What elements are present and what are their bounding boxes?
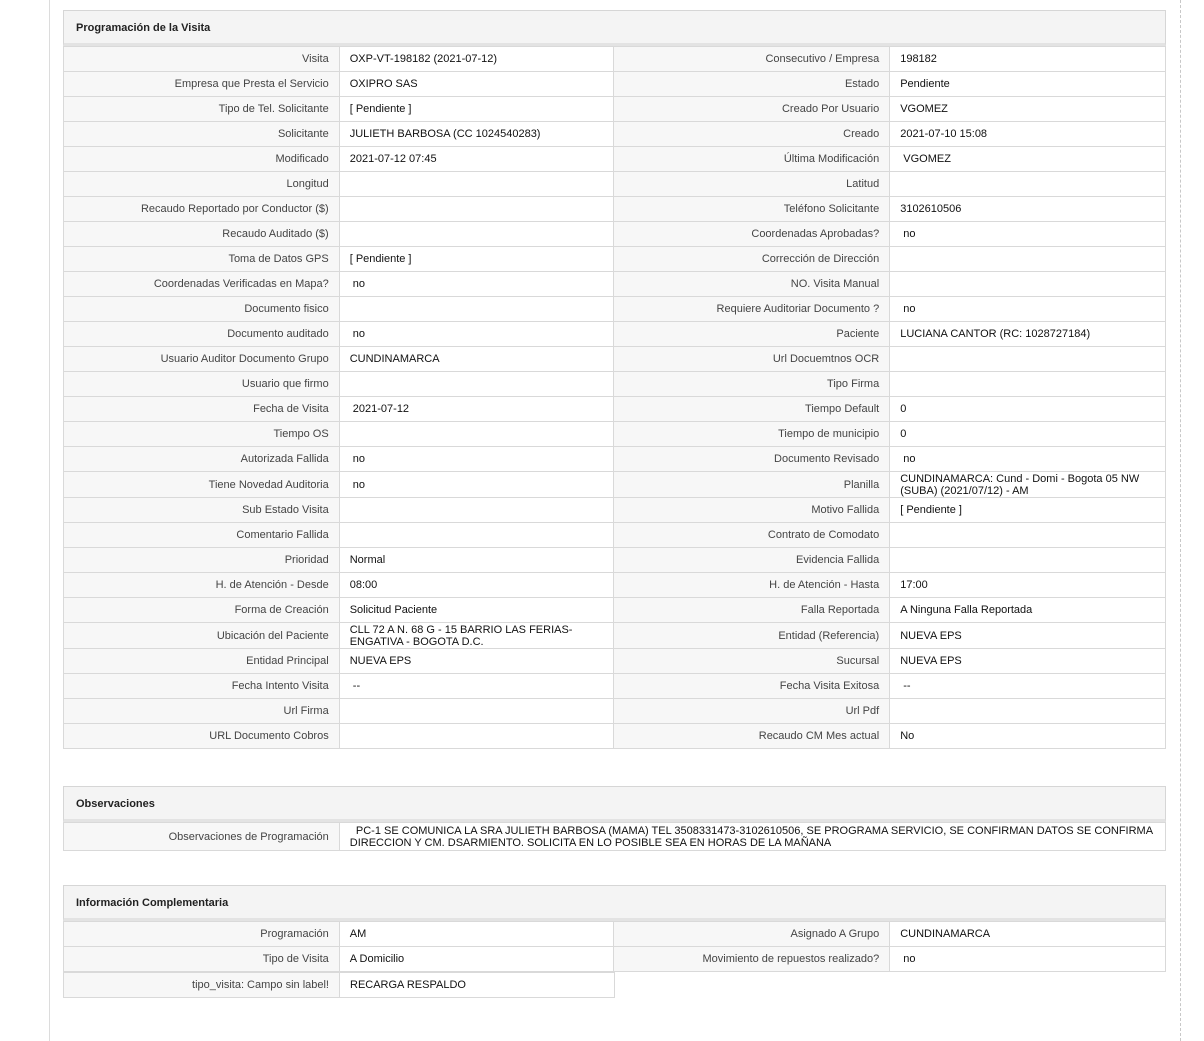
table-row bbox=[64, 598, 1166, 623]
field-label: Estado bbox=[614, 72, 890, 97]
table-row bbox=[64, 72, 1166, 97]
field-value: CUNDINAMARCA bbox=[339, 347, 614, 372]
field-label: Solicitante bbox=[64, 122, 340, 147]
field-value bbox=[339, 422, 614, 447]
field-value bbox=[890, 372, 1166, 397]
field-label: Motivo Fallida bbox=[614, 498, 890, 523]
field-label: Latitud bbox=[614, 172, 890, 197]
field-value bbox=[890, 272, 1166, 297]
table-row bbox=[64, 649, 1166, 674]
field-label: Corrección de Dirección bbox=[614, 247, 890, 272]
field-value: LUCIANA CANTOR (RC: 1028727184) bbox=[890, 322, 1166, 347]
field-value: Solicitud Paciente bbox=[339, 598, 614, 623]
field-value: 198182 bbox=[890, 47, 1166, 72]
content-left-border bbox=[49, 0, 50, 1041]
field-label: Requiere Auditoriar Documento ? bbox=[614, 297, 890, 322]
table-row bbox=[64, 147, 1166, 172]
field-value: OXP-VT-198182 (2021-07-12) bbox=[339, 47, 614, 72]
table-row bbox=[64, 397, 1166, 422]
field-value bbox=[339, 222, 614, 247]
field-label: Tiempo de municipio bbox=[614, 422, 890, 447]
field-value: 0 bbox=[890, 422, 1166, 447]
field-label: Recaudo Auditado ($) bbox=[64, 222, 340, 247]
observaciones-table bbox=[63, 822, 1166, 851]
field-label: Última Modificación bbox=[614, 147, 890, 172]
field-label: Planilla bbox=[614, 472, 890, 498]
field-value: No bbox=[890, 724, 1166, 749]
table-row bbox=[64, 122, 1166, 147]
field-value: no bbox=[339, 472, 614, 498]
table-row bbox=[64, 498, 1166, 523]
field-value bbox=[890, 347, 1166, 372]
observaciones-section bbox=[63, 786, 1166, 851]
field-value: [ Pendiente ] bbox=[890, 498, 1166, 523]
table-row bbox=[64, 347, 1166, 372]
programacion-section-title: Programación de la Visita bbox=[63, 10, 1166, 46]
table-row bbox=[64, 623, 1166, 649]
field-value: 2021-07-12 07:45 bbox=[339, 147, 614, 172]
field-label: Coordenadas Aprobadas? bbox=[614, 222, 890, 247]
field-value: CLL 72 A N. 68 G - 15 BARRIO LAS FERIAS- ENGATIVA - BOGOTA D.C. bbox=[339, 623, 614, 649]
field-value: no bbox=[890, 222, 1166, 247]
field-label: Empresa que Presta el Servicio bbox=[64, 72, 340, 97]
field-label: Url Docuemtnos OCR bbox=[614, 347, 890, 372]
field-value bbox=[339, 297, 614, 322]
field-value: no bbox=[890, 297, 1166, 322]
field-value: -- bbox=[339, 674, 614, 699]
field-label: H. de Atención - Desde bbox=[64, 573, 340, 598]
table-row bbox=[64, 97, 1166, 122]
field-label: Documento Revisado bbox=[614, 447, 890, 472]
field-label: Movimiento de repuestos realizado? bbox=[614, 947, 890, 972]
informacion-complementaria-section-title: Información Complementaria bbox=[63, 885, 1166, 921]
field-value: 2021-07-10 15:08 bbox=[890, 122, 1166, 147]
tipo-visita-table bbox=[63, 972, 615, 998]
field-label: Asignado A Grupo bbox=[614, 922, 890, 947]
table-row bbox=[64, 472, 1166, 498]
field-label: Url Firma bbox=[64, 699, 340, 724]
field-label: Fecha Visita Exitosa bbox=[614, 674, 890, 699]
table-row bbox=[64, 548, 1166, 573]
field-value: no bbox=[339, 272, 614, 297]
observaciones-programacion-value: PC-1 SE COMUNICA LA SRA JULIETH BARBOSA (MAMA) TEL 3508331473-3102610506, SE PROGRAMA SERVICIO, SE CONFIRMAN DATOS SE CONFIRMA DIRECCION Y CM. DSARMIENTO. SOLICITA EN LO POSIBLE SEA EN HORAS DE LA MAÑANA bbox=[339, 823, 1165, 851]
field-value bbox=[339, 523, 614, 548]
field-value: 3102610506 bbox=[890, 197, 1166, 222]
table-row bbox=[64, 674, 1166, 699]
field-label: Documento fisico bbox=[64, 297, 340, 322]
field-value: AM bbox=[339, 922, 614, 947]
content-right-dashed-border bbox=[1180, 0, 1181, 1041]
field-label: Ubicación del Paciente bbox=[64, 623, 340, 649]
field-label: Url Pdf bbox=[614, 699, 890, 724]
table-row bbox=[64, 447, 1166, 472]
field-value bbox=[339, 724, 614, 749]
field-value: NUEVA EPS bbox=[890, 623, 1166, 649]
field-label: Consecutivo / Empresa bbox=[614, 47, 890, 72]
field-value: Normal bbox=[339, 548, 614, 573]
table-row bbox=[64, 573, 1166, 598]
table-row bbox=[64, 222, 1166, 247]
table-row bbox=[64, 247, 1166, 272]
field-value: A Domicilio bbox=[339, 947, 614, 972]
field-value: Pendiente bbox=[890, 72, 1166, 97]
field-label: Contrato de Comodato bbox=[614, 523, 890, 548]
field-label: Prioridad bbox=[64, 548, 340, 573]
field-label: Fecha Intento Visita bbox=[64, 674, 340, 699]
field-value bbox=[339, 699, 614, 724]
field-label: Creado Por Usuario bbox=[614, 97, 890, 122]
field-value: [ Pendiente ] bbox=[339, 97, 614, 122]
field-value: no bbox=[890, 947, 1166, 972]
tipo-visita-value: RECARGA RESPALDO bbox=[340, 973, 615, 998]
table-row bbox=[64, 272, 1166, 297]
field-value: NUEVA EPS bbox=[339, 649, 614, 674]
field-label: Programación bbox=[64, 922, 340, 947]
programacion-section bbox=[63, 10, 1166, 749]
table-row bbox=[64, 297, 1166, 322]
field-value: [ Pendiente ] bbox=[339, 247, 614, 272]
field-label: H. de Atención - Hasta bbox=[614, 573, 890, 598]
field-label: NO. Visita Manual bbox=[614, 272, 890, 297]
observaciones-section-title: Observaciones bbox=[63, 786, 1166, 822]
field-label: Tipo de Visita bbox=[64, 947, 340, 972]
field-label: Autorizada Fallida bbox=[64, 447, 340, 472]
field-value bbox=[339, 372, 614, 397]
field-label: Toma de Datos GPS bbox=[64, 247, 340, 272]
table-row bbox=[64, 422, 1166, 447]
field-value bbox=[339, 172, 614, 197]
field-label: Usuario Auditor Documento Grupo bbox=[64, 347, 340, 372]
field-label: Falla Reportada bbox=[614, 598, 890, 623]
table-row bbox=[64, 322, 1166, 347]
field-label: URL Documento Cobros bbox=[64, 724, 340, 749]
field-label: Visita bbox=[64, 47, 340, 72]
field-value bbox=[890, 172, 1166, 197]
field-value: -- bbox=[890, 674, 1166, 699]
informacion-complementaria-table bbox=[63, 921, 1166, 972]
field-label: Tiene Novedad Auditoria bbox=[64, 472, 340, 498]
field-label: Tiempo OS bbox=[64, 422, 340, 447]
field-label: Entidad (Referencia) bbox=[614, 623, 890, 649]
table-row bbox=[64, 922, 1166, 947]
table-row bbox=[64, 823, 1166, 851]
field-label: Recaudo CM Mes actual bbox=[614, 724, 890, 749]
field-label: Tipo de Tel. Solicitante bbox=[64, 97, 340, 122]
field-label: Usuario que firmo bbox=[64, 372, 340, 397]
field-label: Creado bbox=[614, 122, 890, 147]
field-value: 2021-07-12 bbox=[339, 397, 614, 422]
field-value bbox=[890, 247, 1166, 272]
field-value: no bbox=[339, 322, 614, 347]
table-row bbox=[64, 372, 1166, 397]
field-label: Tiempo Default bbox=[614, 397, 890, 422]
programacion-table bbox=[63, 46, 1166, 749]
field-value: CUNDINAMARCA bbox=[890, 922, 1166, 947]
field-value bbox=[339, 498, 614, 523]
field-value bbox=[890, 523, 1166, 548]
field-label: Tipo Firma bbox=[614, 372, 890, 397]
field-label: Coordenadas Verificadas en Mapa? bbox=[64, 272, 340, 297]
field-value bbox=[339, 197, 614, 222]
table-row bbox=[64, 172, 1166, 197]
table-row bbox=[64, 699, 1166, 724]
field-label: Entidad Principal bbox=[64, 649, 340, 674]
field-label: Longitud bbox=[64, 172, 340, 197]
field-value: CUNDINAMARCA: Cund - Domi - Bogota 05 NW (SUBA) (2021/07/12) - AM bbox=[890, 472, 1166, 498]
table-row bbox=[64, 724, 1166, 749]
field-value: 08:00 bbox=[339, 573, 614, 598]
field-label: Paciente bbox=[614, 322, 890, 347]
field-value bbox=[890, 699, 1166, 724]
field-label: Forma de Creación bbox=[64, 598, 340, 623]
field-value: no bbox=[339, 447, 614, 472]
field-value: OXIPRO SAS bbox=[339, 72, 614, 97]
field-value: no bbox=[890, 447, 1166, 472]
table-row bbox=[64, 523, 1166, 548]
field-label: Recaudo Reportado por Conductor ($) bbox=[64, 197, 340, 222]
informacion-complementaria-section bbox=[63, 885, 1166, 998]
field-value: 0 bbox=[890, 397, 1166, 422]
table-row bbox=[64, 973, 615, 998]
field-label: Sucursal bbox=[614, 649, 890, 674]
field-value: 17:00 bbox=[890, 573, 1166, 598]
table-row bbox=[64, 947, 1166, 972]
field-label: Comentario Fallida bbox=[64, 523, 340, 548]
table-row bbox=[64, 47, 1166, 72]
field-label: Documento auditado bbox=[64, 322, 340, 347]
field-label: Modificado bbox=[64, 147, 340, 172]
observaciones-programacion-label: Observaciones de Programación bbox=[64, 823, 340, 851]
field-value: A Ninguna Falla Reportada bbox=[890, 598, 1166, 623]
field-label: Teléfono Solicitante bbox=[614, 197, 890, 222]
table-row bbox=[64, 197, 1166, 222]
field-value: VGOMEZ bbox=[890, 147, 1166, 172]
field-label: Fecha de Visita bbox=[64, 397, 340, 422]
field-label: Evidencia Fallida bbox=[614, 548, 890, 573]
tipo-visita-label: tipo_visita: Campo sin label! bbox=[64, 973, 340, 998]
field-value: JULIETH BARBOSA (CC 1024540283) bbox=[339, 122, 614, 147]
field-value bbox=[890, 548, 1166, 573]
field-value: NUEVA EPS bbox=[890, 649, 1166, 674]
field-value: VGOMEZ bbox=[890, 97, 1166, 122]
field-label: Sub Estado Visita bbox=[64, 498, 340, 523]
